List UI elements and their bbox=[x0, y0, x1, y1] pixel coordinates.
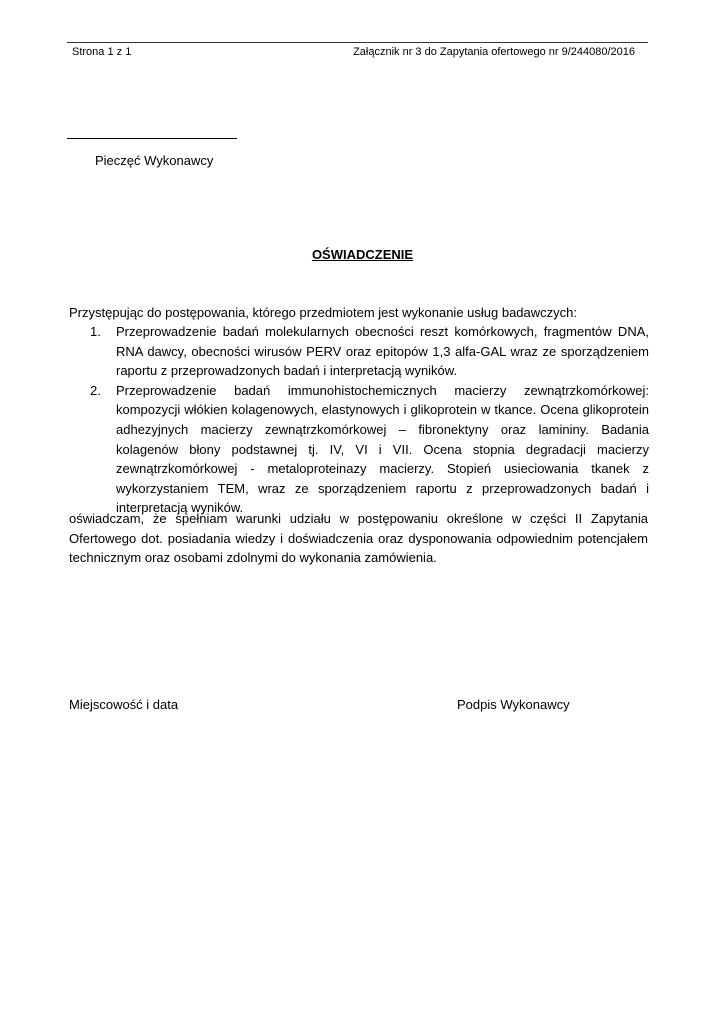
attachment-reference: Załącznik nr 3 do Zapytania ofertowego nr 9/244080/2016 bbox=[353, 46, 635, 58]
declaration-paragraph: oświadczam, że spełniam warunki udziału w postępowaniu określone w części II Zapytania Ofertowego dot. posiadania wiedzy i doświadczenia oraz dysponowania odpowiednim potencjałem technicznym oraz osobami zdolnymi do wykonania zamówienia. bbox=[69, 511, 648, 566]
page-number: Strona 1 z 1 bbox=[72, 46, 132, 58]
list-item-text: Przeprowadzenie badań immunohistochemicznych macierzy zewnątrzkomórkowej: kompozycji włókien kolagenowych, elastynowych i glikoprotein w tkance. Ocena glikoprotein adhezyjnych macierzy zewnątrzkomórkowej – fibronektyny oraz lamininy. Badania kolagenów błony podstawnej tj. IV, VI i VII. Ocena stopnia degradacji macierzy zewnątrzkomórkowej - metaloproteinazy macierzy. Stopień usieciowania tkanek z wykorzystaniem TEM, wraz ze sporządzeniem raportu z przeprowadzonych badań i interpretacją wyników. bbox=[116, 382, 649, 516]
list-item bbox=[69, 381, 649, 518]
list-item-text: Przeprowadzenie badań molekularnych obecności reszt komórkowych, fragmentów DNA, RNA dawcy, obecności wirusów PERV oraz epitopów 1,3 alfa-GAL wraz ze sporządzeniem raportu z przeprowadzonych badań i interpretacją wyników. bbox=[116, 324, 649, 379]
document-title bbox=[0, 247, 725, 262]
list-item-number: 1. bbox=[90, 324, 101, 339]
services-list bbox=[69, 322, 649, 518]
header-divider bbox=[67, 42, 648, 43]
document-title-text: OŚWIADCZENIE bbox=[311, 247, 414, 262]
stamp-signature-line bbox=[67, 138, 237, 139]
signature-label: Podpis Wykonawcy bbox=[457, 697, 570, 712]
stamp-label: Pieczęć Wykonawcy bbox=[95, 153, 214, 168]
intro-paragraph: Przystępując do postępowania, którego przedmiotem jest wykonanie usług badawczych: bbox=[69, 305, 577, 320]
list-item bbox=[69, 322, 649, 381]
place-and-date-label: Miejscowość i data bbox=[69, 697, 179, 712]
list-item-number: 2. bbox=[90, 382, 101, 398]
